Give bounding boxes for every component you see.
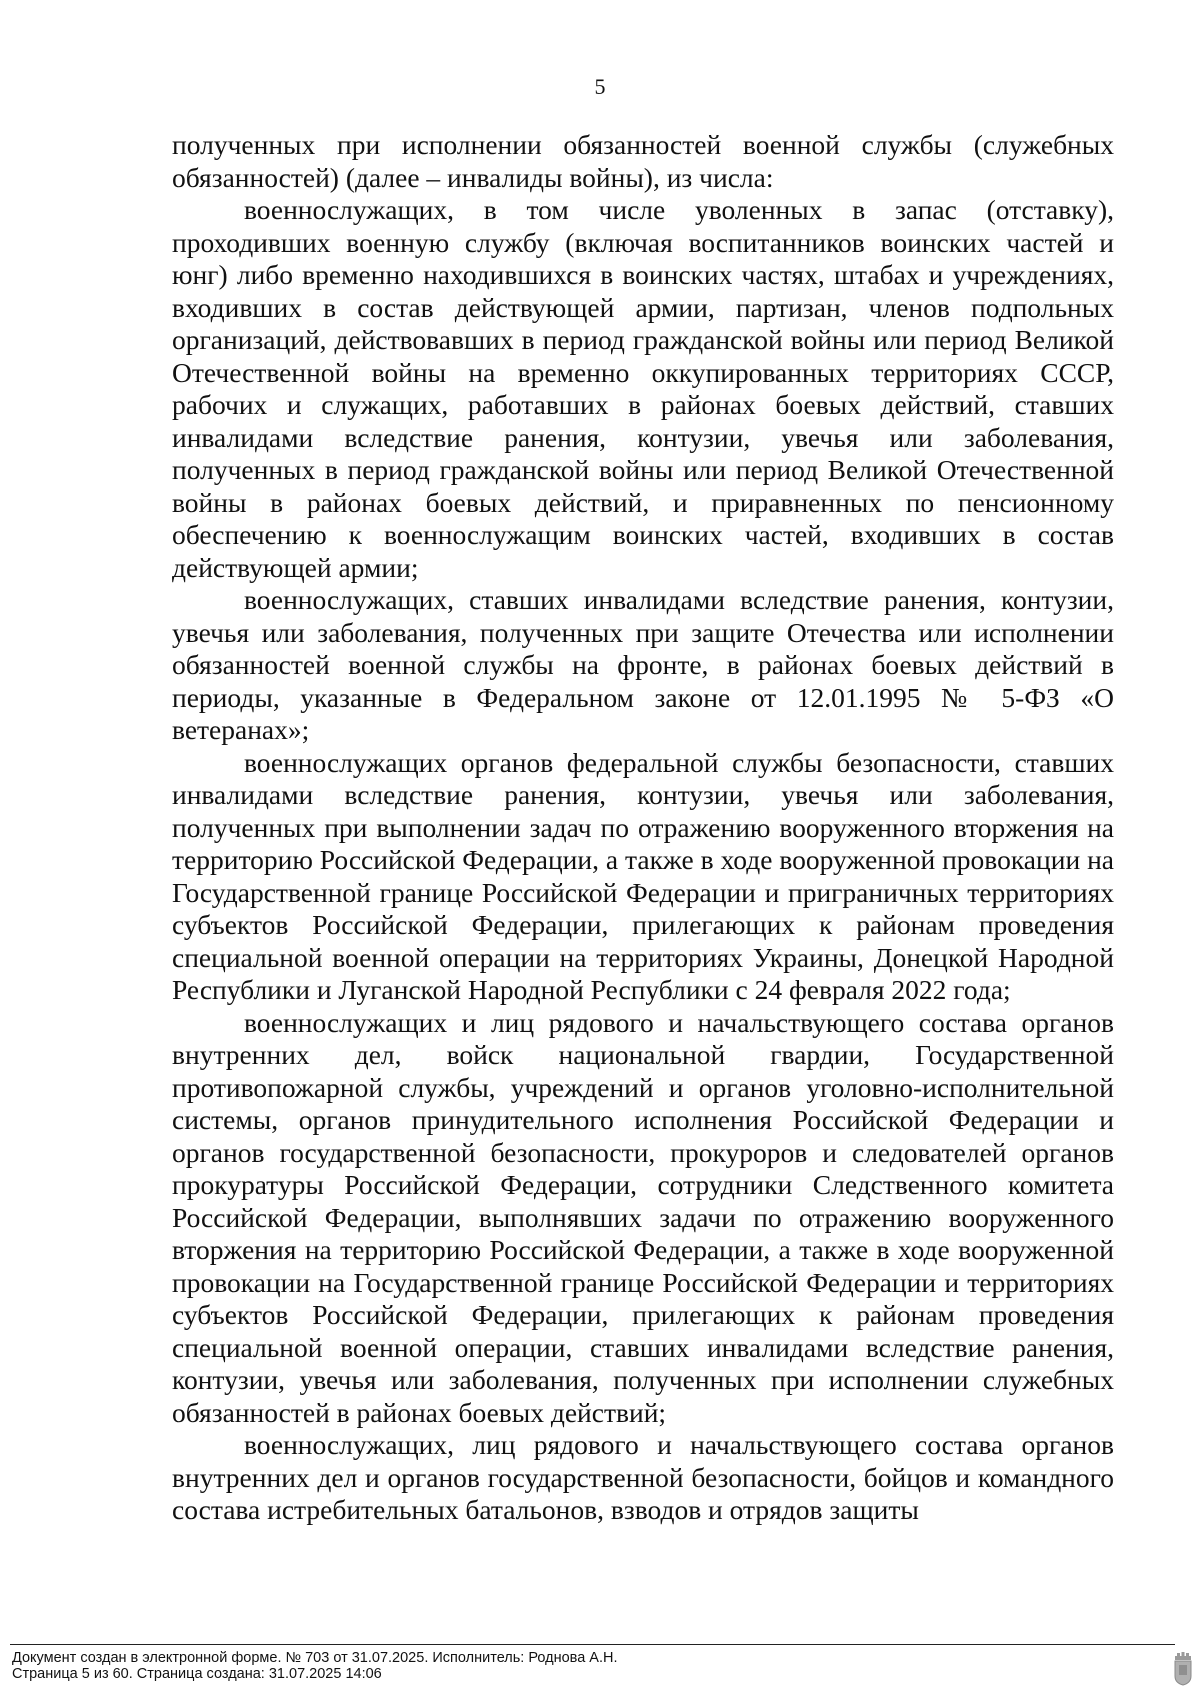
footer-divider xyxy=(10,1644,1175,1645)
document-body xyxy=(172,129,1114,1527)
paragraph-continuation: полученных при исполнении обязанностей военной службы (служебных обязанностей) (далее – инвалиды войны), из числа: xyxy=(172,129,1114,193)
page-number: 5 xyxy=(594,74,606,99)
paragraph: военнослужащих, лиц рядового и начальствующего состава органов внутренних дел и органов государственной безопасности, бойцов и командного состава истребительных батальонов, взводов и отрядов защиты xyxy=(172,1429,1114,1525)
coat-of-arms-icon xyxy=(1172,1652,1194,1686)
paragraph: военнослужащих и лиц рядового и начальствующего состава органов внутренних дел, войск национальной гвардии, Государственной противопожарной службы, учреждений и органов уголовно-исполнительной системы, органов принудительного исполнения Российской Федерации и органов государственной безопасности, прокуроров и следователей органов прокуратуры Российской Федерации, сотрудники Следственного комитета Российской Федерации, выполнявших задачи по отражению вооруженного вторжения на территорию Российской Федерации, а также в ходе вооруженной провокации на Государственной границе Российской Федерации и территориях субъектов Российской Федерации, прилегающих к районам проведения специальной военной операции, ставших инвалидами вследствие ранения, контузии, увечья или заболевания, полученных при исполнении служебных обязанностей в районах боевых действий; xyxy=(172,1006,1114,1428)
document-footer xyxy=(12,1650,618,1682)
paragraph: военнослужащих, ставших инвалидами вследствие ранения, контузии, увечья или заболевания, полученных при защите Отечества или исполнении обязанностей военной службы на фронте, в районах боевых действий в периоды, указанные в Федеральном законе от 12.01.1995 № 5-ФЗ «О ветеранах»; xyxy=(172,584,1114,745)
paragraph: военнослужащих органов федеральной службы безопасности, ставших инвалидами вследствие ранения, контузии, увечья или заболевания, полученных при выполнении задач по отражению вооруженного вторжения на территорию Российской Федерации, а также в ходе вооруженной провокации на Государственной границе Российской Федерации и приграничных территориях субъектов Российской Федерации, прилегающих к районам проведения специальной военной операции на территориях Украины, Донецкой Народной Республики и Луганской Народной Республики с 24 февраля 2022 года; xyxy=(172,746,1114,1005)
footer-line-document-info: Документ создан в электронной форме. № 703 от 31.07.2025. Исполнитель: Роднова А.Н. xyxy=(12,1650,618,1666)
paragraph: военнослужащих, в том числе уволенных в запас (отставку), проходивших военную службу (включая воспитанников воинских частей и юнг) либо временно находившихся в воинских частях, штабах и учреждениях, входивших в состав действующей армии, партизан, членов подпольных организаций, действовавших в период гражданской войны или период Великой Отечественной войны на временно оккупированных территориях СССР, рабочих и служащих, работавших в районах боевых действий, ставших инвалидами вследствие ранения, контузии, увечья или заболевания, полученных в период гражданской войны или период Великой Отечественной войны в районах боевых действий, и приравненных по пенсионному обеспечению к военнослужащим воинских частей, входивших в состав действующей армии; xyxy=(172,194,1114,583)
footer-line-page-info: Страница 5 из 60. Страница создана: 31.07.2025 14:06 xyxy=(12,1666,382,1682)
